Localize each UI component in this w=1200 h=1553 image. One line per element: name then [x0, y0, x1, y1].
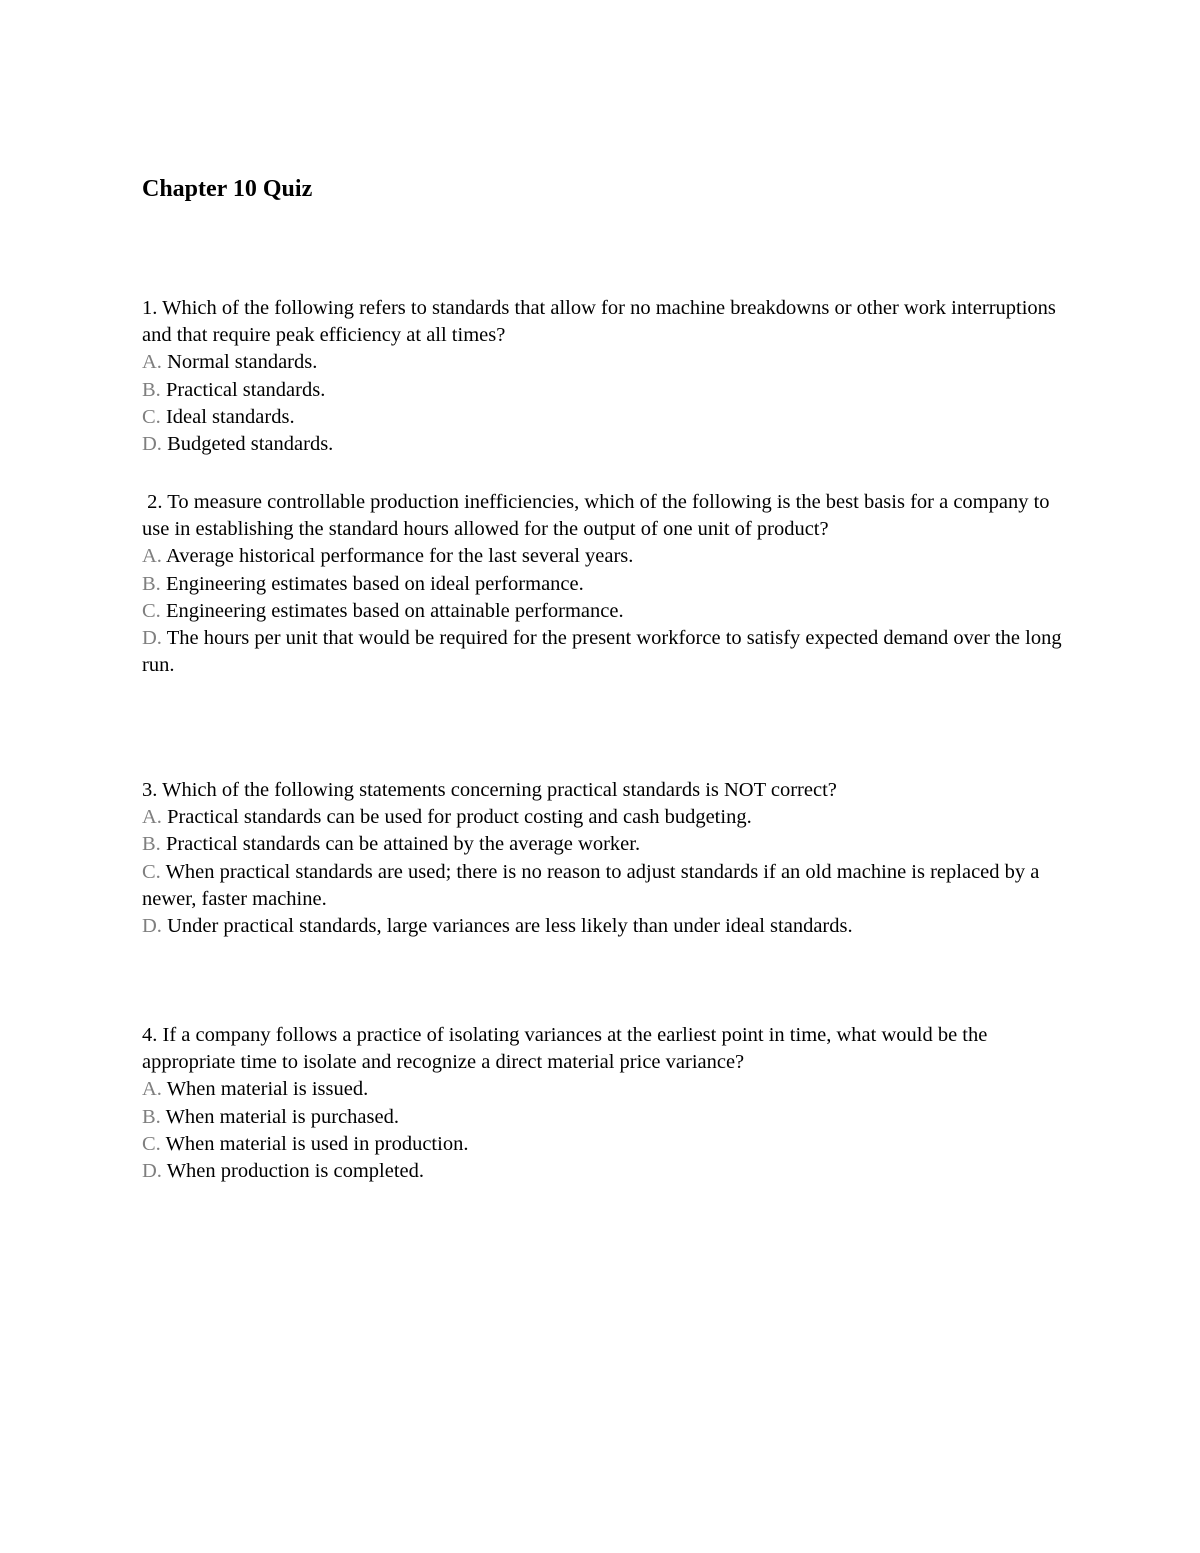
question-4-option-a	[142, 1076, 1062, 1103]
question-1-option-b	[142, 377, 1062, 404]
question-1-option-a	[142, 349, 1062, 376]
option-letter: C.	[142, 860, 161, 883]
question-2	[142, 489, 1062, 679]
option-text: Ideal standards.	[165, 405, 295, 428]
option-letter: C.	[142, 405, 161, 428]
option-text: When practical standards are used; there is no reason to adjust standards if an old machine is replaced by a newer, faster machine.	[142, 860, 1040, 910]
question-3-option-c	[142, 859, 1062, 913]
option-letter: C.	[142, 599, 161, 622]
question-4-option-c	[142, 1131, 1062, 1158]
question-2-option-a	[142, 543, 1062, 570]
option-letter: A.	[142, 351, 162, 374]
option-text: Practical standards.	[165, 378, 326, 401]
option-letter: A.	[142, 545, 162, 568]
option-text: When material is purchased.	[165, 1105, 399, 1128]
option-letter: B.	[142, 833, 161, 856]
option-letter: B.	[142, 1105, 161, 1128]
option-letter: B.	[142, 378, 161, 401]
option-letter: C.	[142, 1132, 161, 1155]
question-1-stem: 1. Which of the following refers to standards that allow for no machine breakdowns or other work interruptions and that require peak efficiency at all times?	[142, 297, 1056, 347]
option-letter: D.	[142, 627, 162, 650]
option-letter: D.	[142, 915, 162, 938]
option-text: The hours per unit that would be required for the present workforce to satisfy expected demand over the long run.	[142, 627, 1062, 677]
question-3	[142, 777, 1062, 940]
option-text: Engineering estimates based on attainable performance.	[165, 599, 624, 622]
question-4-option-d	[142, 1158, 1062, 1185]
question-2-stem: 2. To measure controllable production inefficiencies, which of the following is the best basis for a company to use in establishing the standard hours allowed for the output of one unit of product?	[142, 491, 1050, 541]
question-2-option-b	[142, 571, 1062, 598]
question-4-option-b	[142, 1104, 1062, 1131]
question-1	[142, 295, 1062, 458]
question-3-option-b	[142, 831, 1062, 858]
option-text: Practical standards can be attained by the average worker.	[165, 833, 641, 856]
option-letter: D.	[142, 1160, 162, 1183]
option-text: When material is used in production.	[165, 1132, 469, 1155]
option-letter: D.	[142, 433, 162, 456]
option-letter: A.	[142, 806, 162, 829]
option-letter: A.	[142, 1078, 162, 1101]
question-2-option-c	[142, 598, 1062, 625]
page-title: Chapter 10 Quiz	[142, 176, 313, 202]
question-2-option-d	[142, 625, 1062, 679]
question-3-stem: 3. Which of the following statements concerning practical standards is NOT correct?	[142, 779, 837, 801]
question-1-option-c	[142, 404, 1062, 431]
question-1-option-d	[142, 431, 1062, 458]
option-letter: B.	[142, 572, 161, 595]
option-text: Normal standards.	[167, 351, 318, 374]
option-text: Engineering estimates based on ideal performance.	[165, 572, 584, 595]
option-text: Budgeted standards.	[167, 433, 334, 456]
option-text: Average historical performance for the last several years.	[165, 545, 634, 568]
question-3-option-a	[142, 804, 1062, 831]
question-4-stem: 4. If a company follows a practice of isolating variances at the earliest point in time, what would be the appropriate time to isolate and recognize a direct material price variance?	[142, 1024, 988, 1074]
option-text: Practical standards can be used for product costing and cash budgeting.	[167, 806, 752, 829]
option-text: Under practical standards, large variances are less likely than under ideal standards.	[167, 915, 853, 938]
question-4	[142, 1022, 1062, 1185]
option-text: When material is issued.	[166, 1078, 369, 1101]
option-text: When production is completed.	[166, 1160, 425, 1183]
question-3-option-d	[142, 913, 1062, 940]
